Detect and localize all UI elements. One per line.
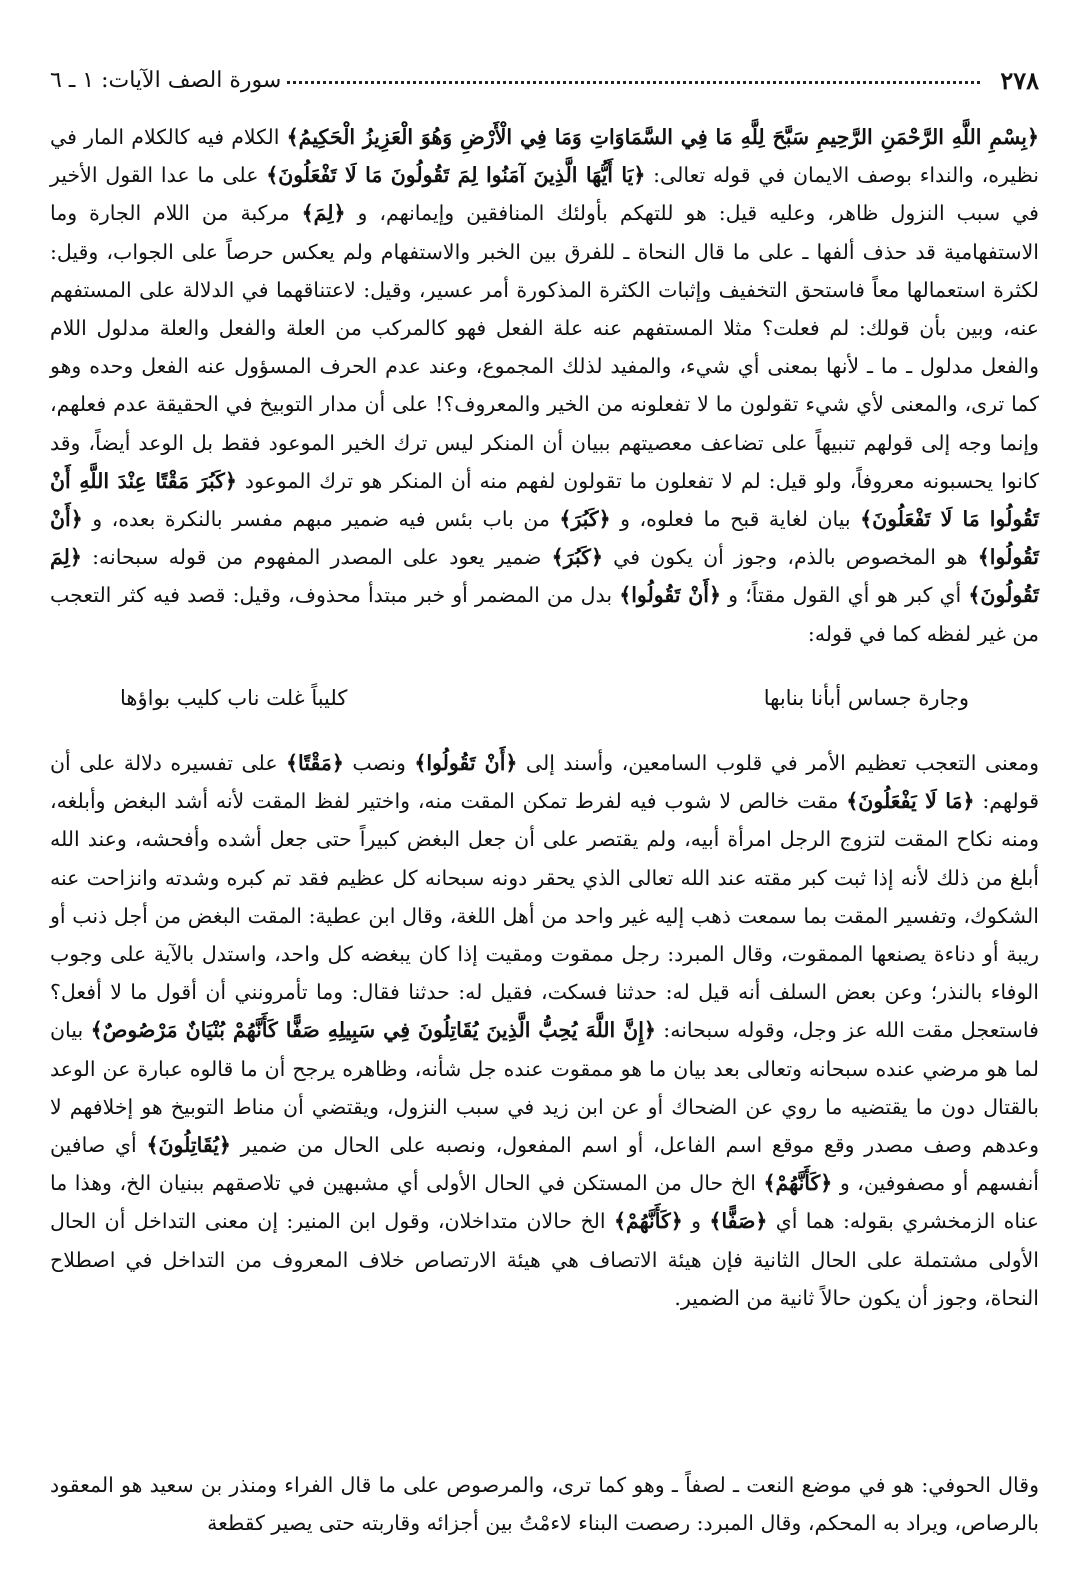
quran-quote: ﴿كَبُرَ﴾ [559,507,611,532]
quran-quote: ﴿مَا لَا يَفْعَلُونَ﴾ [846,789,975,814]
commentary-text: على تفسيره دلالة على أن قولهم: [50,751,1039,814]
quran-quote: ﴿بِسْمِ اللَّهِ الرَّحْمَنِ الرَّحِيمِ سَبَّحَ لِلَّهِ مَا فِي السَّمَاوَاتِ وَمَا فِي الْأَرْضِ وَهُوَ الْعَزِيزُ الْحَكِيمُ﴾ [286,125,1039,149]
verse-hemistich-left: كليباً غلت ناب كليب بواؤها [120,686,348,710]
commentary-text: بيان لما هو مرضي عنده سبحانه وتعالى بعد بيان ما هو ممقوت عنده جل شأنه، وظاهره يرجح أن ما قالوه عبارة عن الوعد بالقتال دون ما يقتضيه ما روي عن الضحاك أو عن ابن زيد في سبب النزول، ويقتضي أن مناط التوبيخ هو إخلافهم لا وعدهم وصف مصدر وقع موقع اسم الفاعل، أو اسم المفعول، ونصبه على الحال من ضمير [50,1018,1039,1158]
quran-quote: ﴿أَنْ تَقُولُوا﴾ [619,583,721,608]
quran-quote: ﴿أَنْ تَقُولُوا﴾ [414,751,518,775]
commentary-text: مقت خالص لا شوب فيه لفرط تمكن المقت منه، واختير لفظ المقت لأنه أشد البغض وأبلغه، ومنه نكاح المقت لتزوج الرجل امرأة أبيه، ولم يقتصر على أن جعل البغض كبيراً حتى جعل أشده وأفحشه، وعند الله أبلغ من ذلك لأنه إذا ثبت كبر مقته عند الله تعالى الذي يحقر دونه سبحانه كل عظيم فقد تم كبره وشدته وانزاحت عنه الشكوك، وتفسير المقت بما سمعت ذهب إليه غير واحد من أهل اللغة، وقال ابن عطية: المقت البغض من أجل ذنب أو ريبة أو دناءة يصنعها الممقوت، وقال المبرد: رجل ممقوت ومقيت إذا كان يبغضه كل واحد، واستدل بالآية على وجوب الوفاء بالنذر؛ وعن بعض السلف أنه قيل له: حدثنا فسكت، فقيل له: حدثنا فقال: وما تأمرونني أن أقول ما لا أفعل؟ فاستعجل مقت الله عز وجل، وقوله سبحانه: [50,789,1039,1043]
page-number: ٢٧٨ [1000,65,1039,95]
verse-hemistich-right: وجارة جساس أبأنا بنابها [763,686,969,710]
commentary-text: أي صافين أنفسهم أو مصفوفين، و [50,1133,1040,1196]
page-header [50,62,1039,98]
quran-quote: ﴿أَنْ تَقُولُوا﴾ [50,507,1039,570]
commentary-text: بدل من المضمر أو خبر مبتدأ محذوف، وقيل: قصد فيه كثر التعجب من غير لفظه كما في قوله: [50,583,1039,646]
quran-quote: ﴿كَبُرَ مَقْتًا عِنْدَ اللَّهِ أَنْ تَقُولُوا مَا لَا تَفْعَلُونَ﴾ [50,468,1040,532]
quran-quote: ﴿يَا أَيُّهَا الَّذِينَ آمَنُوا لِمَ تَقُولُونَ مَا لَا تَفْعَلُونَ﴾ [266,163,646,188]
commentary-text: هو المخصوص بالذم، وجوز أن يكون في [602,545,978,570]
commentary-text: ونصب [343,751,415,775]
commentary-text: ضمير يعود على المصدر المفهوم من قوله سبحانه: [81,545,552,570]
quran-quote: ﴿إِنَّ اللَّهَ يُحِبُّ الَّذِينَ يُقَاتِلُونَ فِي سَبِيلِهِ صَفًّا كَأَنَّهُمْ بُنْيَانٌ مَرْصُوصٌ﴾ [90,1018,656,1043]
commentary-block-1 [50,118,1039,653]
quran-quote: ﴿يُقَاتِلُونَ﴾ [146,1133,231,1158]
dotted-leader [287,77,980,84]
quran-quote: ﴿لِمَ تَقُولُونَ﴾ [50,545,1039,608]
commentary-block-2 [50,744,1039,1317]
quran-quote: ﴿كَأَنَّهُمْ﴾ [613,1209,683,1234]
running-title: سورة الصف الآيات: ١ ـ ٦ [50,67,282,93]
poetry-verse [120,686,969,726]
commentary-paragraph [50,744,1039,1317]
commentary-paragraph [50,118,1039,653]
commentary-text: و [682,1209,710,1234]
commentary-paragraph: وقال الحوفي: هو في موضع النعت ـ لصفاً ـ وهو كما ترى، والمرصوص على ما قال الفراء ومنذر بن سعيد هو المعقود بالرصاص، ويراد به المحكم، وقال المبرد: رصصت البناء لاءمْتُ بين أجزائه وقاربته حتى يصير كقطعة [50,1473,1039,1536]
commentary-text: أي كبر هو أي القول مقتاً؛ و [720,583,969,608]
commentary-text: الخ حالان متداخلان، وقول ابن المنير: إن معنى التداخل أن الحال الأولى مشتملة على الحال الثانية فإن هيئة الاتصاف هي هيئة الارتصاص خلاف المعروف من التداخل في اصطلاح النحاة، وجوز أن يكون حالاً ثانية من الضمير. [50,1209,1039,1310]
quran-quote: ﴿كَأَنَّهُمْ﴾ [763,1171,833,1196]
quran-quote: ﴿كَبُرَ﴾ [551,545,603,570]
commentary-text: من باب بئس فيه ضمير مبهم مفسر بالنكرة بعده، و [82,507,560,532]
commentary-text: الكلام فيه كالكلام المار في نظيره، والنداء بوصف الايمان في قوله تعالى: [50,125,1039,188]
quran-quote: ﴿لِمَ﴾ [301,201,346,226]
commentary-text: ومعنى التعجب تعظيم الأمر في قلوب السامعين، وأسند إلى [517,751,1039,775]
commentary-text: مركبة من اللام الجارة وما الاستفهامية قد حذف ألفها ـ على ما قال النحاة ـ للفرق بين الخبر والاستفهام ولم يعكس حرصاً على الجواب، وقيل: لكثرة استعمالها معاً فاستحق التخفيف وإثبات الكثرة المذكورة أمر عسير، وقيل: لاعتناقهما في الدلالة على المستفهم عنه، وبين بأن قولك: لم فعلت؟ مثلا المستفهم عنه علة الفعل فهو كالمركب من العلة والفعل والعلة مدلول اللام والفعل مدلول ـ ما ـ لأنها بمعنى أي شيء، والمفيد لذلك المجموع، وعند عدم الحرف المسؤول عنه الفعل وحده وهو كما ترى، والمعنى لأي شيء تقولون ما لا تفعلونه من الخير والمعروف؟! على أن مدار التوبيخ في الحقيقة عدم فعلهم، وإنما وجه إلى قولهم تنبيهاً على تضاعف معصيتهم ببيان أن المنكر ليس ترك الخير الموعود فقط بل الوعد أيضاً، وقد كانوا يحسبونه معروفاً، ولو قيل: لم لا تفعلون ما تقولون لفهم منه أن المنكر هو ترك الموعود [50,201,1040,493]
quran-quote: ﴿مَقْتًا﴾ [286,751,344,775]
commentary-block-3 [50,1466,1039,1542]
commentary-text: بيان لغاية قبح ما فعلوه، و [610,507,861,532]
commentary-text: الخ حال من المستكن في الحال الأولى أي مشبهين في تلاصقهم ببنيان الخ، وهذا ما عناه الزمخشري بقوله: هما أي [50,1171,1040,1234]
quran-quote: ﴿صَفًّا﴾ [709,1209,768,1234]
commentary-text: على ما عدا القول الأخير في سبب النزول ظاهر، وعليه قيل: هو للتهكم بأولئك المنافقين وإيمانهم، و [50,163,1039,226]
